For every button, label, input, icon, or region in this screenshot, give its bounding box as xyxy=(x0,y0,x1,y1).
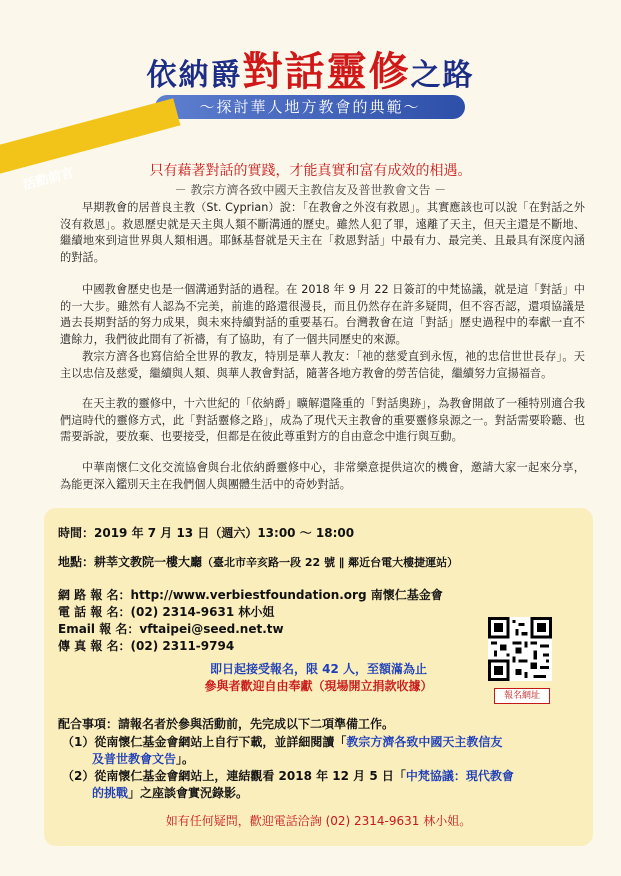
web-registration xyxy=(58,586,443,603)
phone-registration xyxy=(58,603,274,620)
note1-c[interactable]: 及普世教會文告 xyxy=(92,752,177,766)
event-time: 時間：2019 年 7 月 13 日（週六）13:00 ～ 18:00 xyxy=(58,526,355,540)
note-1-cont xyxy=(92,750,194,767)
email-label: Email 報 名： xyxy=(58,622,140,636)
paragraph-2: 中國教會歷史也是一個溝通對話的過程。在 2018 年 9 月 22 日簽訂的中梵協議，就是這「對話」中的一大步。雖然有人認為不完美，前進的路還很漫長，而且仍然存在許多疑問，但不容否認，還項協議是過去長期對話的努力成果，與未來持續對話的重要基石。台灣教會在這「對話」歷史過程中的奉獻一直不遺餘力，我們彼此間有了祈禱，有了協助，有了一個共同歷史的來源。 xyxy=(60,283,585,346)
title-part-2: 對話靈修 xyxy=(242,48,411,95)
note1-a: （1）從南懷仁基金會網站上自行下載，並詳細閱讀「 xyxy=(62,735,347,749)
phone-label: 電 話 報 名： xyxy=(58,605,131,619)
subtitle-banner: ～探討華人地方教會的典範～ xyxy=(155,95,465,119)
tag-label: 活動前言 xyxy=(21,165,76,194)
tagline-source: － 教宗方濟各致中國天主教信友及普世教會文告 － xyxy=(174,183,447,197)
phone-value: (02) 2314-9631 林小姐 xyxy=(130,605,275,619)
place-label: 地點：耕莘文教院一樓大廳 xyxy=(58,555,203,569)
event-place xyxy=(58,553,458,570)
fax-registration xyxy=(58,637,234,654)
note-1 xyxy=(62,733,582,750)
web-value[interactable]: http://www.verbiestfoundation.org 南懷仁基金會 xyxy=(130,588,443,602)
note2-a: （2）從南懷仁基金會網站上，連結觀看 2018 年 12 月 5 日「 xyxy=(62,769,406,783)
fax-label: 傳 真 報 名： xyxy=(58,639,131,653)
note1-d: 」。 xyxy=(176,752,195,766)
paragraph-3: 教宗方濟各也寫信給全世界的教友，特別是華人教友：「祂的慈愛直到永恆，祂的忠信世世長存」。天主以忠信及慈愛，繼續與人類、與華人教會對話，隨著各地方教會的勞苦信徒，繼續努力宣揚福音。 xyxy=(60,350,585,380)
fax-value: (02) 2311-9794 xyxy=(130,639,235,653)
contact-line: 如有任何疑問，歡迎電話洽詢 (02) 2314-9631 林小姐。 xyxy=(165,814,472,828)
note-2 xyxy=(62,767,582,784)
note1-b[interactable]: 教宗方濟各致中國天主教信友 xyxy=(346,735,503,749)
title-part-3: 之路 xyxy=(410,58,475,93)
paragraph-5: 中華南懷仁文化交流協會與台北依納爵靈修中心，非常樂意提供這次的機會，邀請大家一起來分享，為能更深入鑑別天主在我們個人與團體生活中的奇妙對話。 xyxy=(60,461,585,491)
note2-d: 」之座談會實況錄影。 xyxy=(128,786,249,800)
email-value[interactable]: vftaipei@seed.net.tw xyxy=(139,622,284,636)
note-2-cont xyxy=(92,784,248,801)
notes-title: 配合事項：請報名者於參與活動前，先完成以下二項準備工作。 xyxy=(58,717,395,731)
note2-b[interactable]: 中梵協議：現代教會 xyxy=(405,769,514,783)
paragraph-1: 早期教會的居普良主教（St. Cyprian）說：「在教會之外沒有救恩」。其實應該也可以說「在對話之外沒有救恩」。救恩歷史就是天主與人類不斷溝通的歷史。雖然人犯了罪，遠離了天主，但天主還是不斷地、繼續地來到這世界與人類相遇。耶穌基督就是天主在「救恩對話」中最有力、最完美、且最具有深度內涵的對話。 xyxy=(60,201,585,264)
donation-notice: 參與者歡迎自由奉獻（現場開立捐款收據） xyxy=(204,679,433,693)
page-title xyxy=(0,40,621,97)
qr-label: 報名網址 xyxy=(494,688,550,704)
email-registration xyxy=(58,620,284,637)
title-part-1: 依納爵 xyxy=(146,58,243,93)
paragraph-4: 在天主教的靈修中，十六世紀的「依納爵」曠解還隆重的「對話奧跡」，為教會開啟了一種特別適合我們這時代的靈修方式，此「對話靈修之路」，成為了現代天主教會的重要靈修泉源之一。對話需要聆聽、也需要訴說，要放棄、也要接受，但都是在彼此尊重對方的自由意念中進行與互動。 xyxy=(60,397,585,443)
place-detail: （臺北市辛亥路一段 22 號 ∥ 鄰近台電大樓捷運站） xyxy=(202,556,459,569)
note2-c[interactable]: 的挑戰 xyxy=(92,786,129,800)
quota-notice: 即日起接受報名，限 42 人，至額滿為止 xyxy=(209,662,428,676)
tagline: 只有藉著對話的實踐，才能真實和富有成效的相遇。 xyxy=(149,163,472,179)
web-label: 網 路 報 名： xyxy=(58,588,131,602)
